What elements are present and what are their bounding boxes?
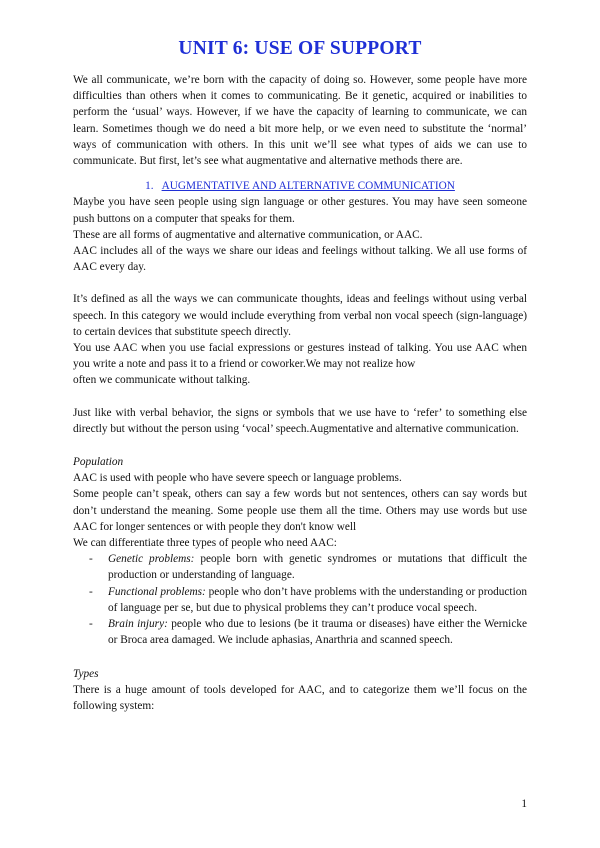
page-number: 1	[521, 798, 527, 810]
aac-paragraph-3: AAC includes all of the ways we share our ideas and feelings without talking. We all use forms of AAC every day.	[73, 245, 527, 274]
list-item: - Functional problems: people who don’t have problems with the understanding or production of language per se, but due to physical problems they can’t produce vocal speech.	[89, 585, 528, 614]
aac-paragraph-5a: You use AAC when you use facial expressions or gestures instead of talking. You use AAC when you write a note and pass it to a friend or coworker.We may not realize how	[73, 342, 527, 371]
list-item-text: people who don’t have problems with the understanding or production of language per se, but due to physical problems they can’t produce vocal speech.	[108, 585, 528, 614]
population-paragraph-2: Some people can’t speak, others can say a few words but not sentences, others can say words but don’t understand the meaning. Some people use them all the time. Others may use words but use AAC for longer sentences or with people they don't know well	[73, 488, 527, 533]
list-item-text: people born with genetic syndromes or mutations that difficult the production or understanding of language.	[108, 553, 527, 582]
list-item-term: Functional problems:	[108, 585, 206, 598]
section-number: 1.	[145, 180, 154, 193]
types-heading: Types	[73, 667, 99, 680]
aac-paragraph-6: Just like with verbal behavior, the signs or symbols that we use have to ‘refer’ to something else directly but without the person using ‘vocal’ speech.Augmentative and alternative communication.	[73, 406, 527, 435]
list-item-term: Genetic problems:	[108, 553, 195, 566]
list-item: - Genetic problems: people born with genetic syndromes or mutations that difficult the production or understanding of language.	[89, 553, 527, 582]
population-paragraph-3: We can differentiate three types of people who need AAC:	[73, 537, 337, 550]
aac-paragraph-2: These are all forms of augmentative and alternative communication, or AAC.	[73, 228, 423, 241]
types-paragraph-1: There is a huge amount of tools developed for AAC, and to categorize them we’ll focus on the following system:	[73, 683, 527, 712]
list-item: - Brain injury: people who due to lesions (be it trauma or diseases) have either the Wernicke or Broca area damaged. We include aphasias, Anarthria and scanned speech.	[89, 618, 527, 647]
population-paragraph-1: AAC is used with people who have severe speech or language problems.	[73, 472, 402, 485]
aac-paragraph-5b: often we communicate without talking.	[73, 374, 251, 387]
section-heading-aac	[73, 178, 527, 194]
list-item-text: people who due to lesions (be it trauma or diseases) have either the Wernicke or Broca area damaged. We include aphasias, Anarthria and scanned speech.	[108, 618, 527, 647]
aac-paragraph-1: Maybe you have seen people using sign language or other gestures. You may have seen someone push buttons on a computer that speaks for them.	[73, 196, 527, 225]
section-title: AUGMENTATIVE AND ALTERNATIVE COMMUNICATION	[161, 180, 455, 193]
page-title: UNIT 6: USE OF SUPPORT	[178, 38, 422, 59]
population-list	[73, 551, 527, 648]
aac-paragraph-4: It’s defined as all the ways we can communicate thoughts, ideas and feelings without using verbal speech. In this category we would include everything from verbal non vocal speech (sign-language) to certain devices that substitute speech directly.	[73, 293, 527, 338]
list-item-term: Brain injury:	[108, 618, 168, 631]
intro-paragraph: We all communicate, we’re born with the capacity of doing so. However, some people have more difficulties than others when it comes to communicating. Be it genetic, acquired or inabilities to perform the ‘usual’ ways. However, if we have the capacity of learning to communicate, we can learn. Sometimes though we do need a bit more help, or we even need to substitute the ‘normal’ ways of communication with others. In this unit we’ll see what types of aids we can use to communicate. But first, let’s see what augmentative and alternative methods there are.	[73, 74, 527, 168]
document-body	[73, 72, 527, 714]
population-heading: Population	[73, 456, 124, 469]
